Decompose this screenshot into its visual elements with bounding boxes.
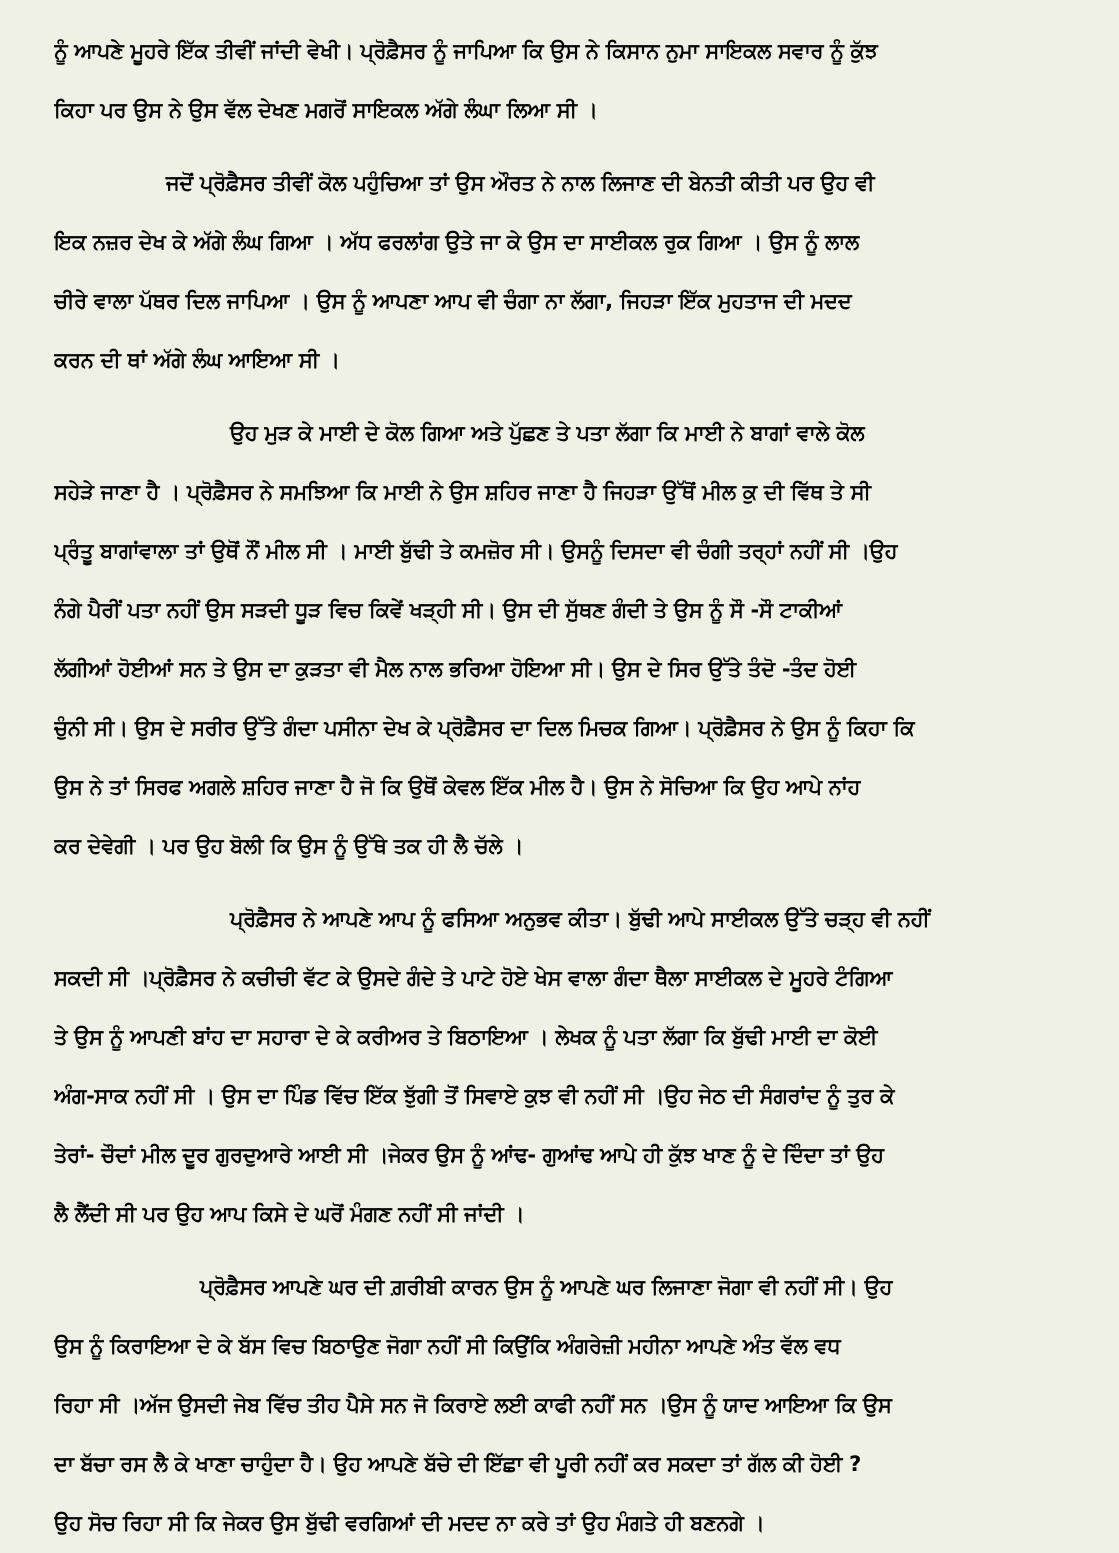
text-line: ਜਦੋਂ ਪ੍ਰੋਫ਼ੈਸਰ ਤੀਵੀਂ ਕੋਲ ਪਹੁੰਚਿਆ ਤਾਂ ਉਸ ਔਰਤ ਨੇ ਨਾਲ ਲਿਜਾਣ ਦੀ ਬੇਨਤੀ ਕੀਤੀ ਪਰ ਉਹ ਵੀ bbox=[166, 171, 875, 195]
text-line: ਉਸ ਨੂੰ ਕਿਰਾਇਆ ਦੇ ਕੇ ਬੱਸ ਵਿਚ ਬਿਠਾਉਣ ਜੋਗਾ ਨਹੀਂ ਸੀ ਕਿਉਂਕਿ ਅੰਗਰੇਜ਼ੀ ਮਹੀਨਾ ਆਪਣੇ ਅੰਤ ਵੱਲ ਵਧ bbox=[54, 1334, 841, 1358]
text-line: ਨੰਗੇ ਪੈਰੀਂ ਪਤਾ ਨਹੀਂ ਉਸ ਸੜਦੀ ਧੂੜ ਵਿਚ ਕਿਵੇਂ ਖੜ੍ਹੀ ਸੀ। ਉਸ ਦੀ ਸੁੱਥਣ ਗੰਦੀ ਤੇ ਉਸ ਨੂੰ ਸੌ -ਸੌ ਟਾਕੀਆਂ bbox=[54, 598, 842, 622]
text-line: ਰਿਹਾ ਸੀ ।ਅੱਜ ਉਸਦੀ ਜੇਬ ਵਿੱਚ ਤੀਹ ਪੈਸੇ ਸਨ ਜੋ ਕਿਰਾਏ ਲਈ ਕਾਫੀ ਨਹੀਂ ਸਨ ।ਉਸ ਨੂੰ ਯਾਦ ਆਇਆ ਕਿ ਉਸ bbox=[54, 1393, 892, 1417]
text-line: ਸਕਦੀ ਸੀ ।ਪ੍ਰੋਫ਼ੈਸਰ ਨੇ ਕਚੀਚੀ ਵੱਟ ਕੇ ਉਸਦੇ ਗੰਦੇ ਤੇ ਪਾਟੇ ਹੋਏ ਖੇਸ ਵਾਲਾ ਗੰਦਾ ਥੈਲਾ ਸਾਈਕਲ ਦੇ ਮੂਹਰੇ ਟੰਗਿਆ bbox=[54, 966, 892, 990]
text-line: ਅੰਗ-ਸਾਕ ਨਹੀਂ ਸੀ । ਉਸ ਦਾ ਪਿੰਡ ਵਿੱਚ ਇੱਕ ਝੁੱਗੀ ਤੋਂ ਸਿਵਾਏ ਕੁਝ ਵੀ ਨਹੀਂ ਸੀ ।ਉਹ ਜੇਠ ਦੀ ਸੰਗਰਾਂਦ ਨੂੰ ਤੁਰ ਕੇ bbox=[54, 1084, 895, 1108]
text-line: ਇਕ ਨਜ਼ਰ ਦੇਖ ਕੇ ਅੱਗੇ ਲੰਘ ਗਿਆ । ਅੱਧ ਫਰਲਾਂਗ ਉਤੇ ਜਾ ਕੇ ਉਸ ਦਾ ਸਾਈਕਲ ਰੁਕ ਗਿਆ । ਉਸ ਨੂੰ ਲਾਲ bbox=[54, 230, 859, 254]
text-line: ਦਾ ਬੱਚਾ ਰਸ ਲੈ ਕੇ ਖਾਣਾ ਚਾਹੁੰਦਾ ਹੈ। ਉਹ ਆਪਣੇ ਬੱਚੇ ਦੀ ਇੱਛਾ ਵੀ ਪੂਰੀ ਨਹੀਂ ਕਰ ਸਕਦਾ ਤਾਂ ਗੱਲ ਕੀ ਹੋਈ ? bbox=[54, 1452, 861, 1476]
paragraph-5 bbox=[54, 1258, 1059, 1553]
text-line: ਸਹੇੜੇ ਜਾਣਾ ਹੈ । ਪ੍ਰੋਫ਼ੈਸਰ ਨੇ ਸਮਝਿਆ ਕਿ ਮਾਈ ਨੇ ਉਸ ਸ਼ਹਿਰ ਜਾਣਾ ਹੈ ਜਿਹੜਾ ਉੱਥੋਂ ਮੀਲ ਕੁ ਦੀ ਵਿੱਥ ਤੇ ਸੀ bbox=[54, 480, 871, 504]
text-line: ਪ੍ਰੋਫ਼ੈਸਰ ਆਪਣੇ ਘਰ ਦੀ ਗ਼ਰੀਬੀ ਕਾਰਨ ਉਸ ਨੂੰ ਆਪਣੇ ਘਰ ਲਿਜਾਣਾ ਜੋਗਾ ਵੀ ਨਹੀਂ ਸੀ। ਉਹ bbox=[200, 1275, 893, 1299]
text-line: ਪ੍ਰੰਤੂ ਬਾਗਾਂਵਾਲਾ ਤਾਂ ਉਥੋਂ ਨੌਂ ਮੀਲ ਸੀ । ਮਾਈ ਬੁੱਢੀ ਤੇ ਕਮਜ਼ੋਰ ਸੀ। ਉਸਨੂੰ ਦਿਸਦਾ ਵੀ ਚੰਗੀ ਤਰ੍ਹਾਂ ਨਹੀਂ ਸੀ ।ਉਹ bbox=[54, 539, 898, 563]
text-line: ਤੇਰਾਂ- ਚੌਦਾਂ ਮੀਲ ਦੂਰ ਗੁਰਦੁਆਰੇ ਆਈ ਸੀ ।ਜੇਕਰ ਉਸ ਨੂੰ ਆਂਢ- ਗੁਆਂਢ ਆਪੇ ਹੀ ਕੁੱਝ ਖਾਣ ਨੂੰ ਦੇ ਦਿੰਦਾ ਤਾਂ ਉਹ bbox=[54, 1143, 884, 1167]
paragraph-2 bbox=[54, 154, 1059, 390]
paragraph-1 bbox=[54, 22, 1059, 140]
paragraph-4 bbox=[54, 890, 1059, 1244]
paragraph-3 bbox=[54, 404, 1059, 876]
text-line: ਚੀਰੇ ਵਾਲਾ ਪੱਥਰ ਦਿਲ ਜਾਪਿਆ । ਉਸ ਨੂੰ ਆਪਣਾ ਆਪ ਵੀ ਚੰਗਾ ਨਾ ਲੱਗਾ, ਜਿਹੜਾ ਇੱਕ ਮੁਹਤਾਜ ਦੀ ਮਦਦ bbox=[54, 289, 852, 313]
text-line: ਉਸ ਨੇ ਤਾਂ ਸਿਰਫ ਅਗਲੇ ਸ਼ਹਿਰ ਜਾਣਾ ਹੈ ਜੋ ਕਿ ਉਥੋਂ ਕੇਵਲ ਇੱਕ ਮੀਲ ਹੈ। ਉਸ ਨੇ ਸੋਚਿਆ ਕਿ ਉਹ ਆਪੇ ਨਾਂਹ bbox=[54, 775, 861, 799]
text-line: ਲੱਗੀਆਂ ਹੋਈਆਂ ਸਨ ਤੇ ਉਸ ਦਾ ਕੁੜਤਾ ਵੀ ਮੈਲ ਨਾਲ ਭਰਿਆ ਹੋਇਆ ਸੀ। ਉਸ ਦੇ ਸਿਰ ਉੱਤੇ ਤੰਦੋ -ਤੰਦ ਹੋਈ bbox=[54, 657, 856, 681]
text-line: ਤੇ ਉਸ ਨੂੰ ਆਪਣੀ ਬਾਂਹ ਦਾ ਸਹਾਰਾ ਦੇ ਕੇ ਕਰੀਅਰ ਤੇ ਬਿਠਾਇਆ । ਲੇਖਕ ਨੂੰ ਪਤਾ ਲੱਗਾ ਕਿ ਬੁੱਢੀ ਮਾਈ ਦਾ ਕੋਈ bbox=[54, 1025, 878, 1049]
text-line: ਨੂੰ ਆਪਣੇ ਮੂਹਰੇ ਇੱਕ ਤੀਵੀਂ ਜਾਂਦੀ ਵੇਖੀ। ਪ੍ਰੋਫ਼ੈਸਰ ਨੂੰ ਜਾਪਿਆ ਕਿ ਉਸ ਨੇ ਕਿਸਾਨ ਨੁਮਾ ਸਾਇਕਲ ਸਵਾਰ ਨੂੰ ਕੁੱਝ bbox=[54, 39, 878, 63]
text-line: ਉਹ ਸੋਚ ਰਿਹਾ ਸੀ ਕਿ ਜੇਕਰ ਉਸ ਬੁੱਢੀ ਵਰਗਿਆਂ ਦੀ ਮਦਦ ਨਾ ਕਰੇ ਤਾਂ ਉਹ ਮੰਗਤੇ ਹੀ ਬਣਨਗੇ । bbox=[54, 1511, 765, 1535]
text-line: ਲੈ ਲੈਂਦੀ ਸੀ ਪਰ ਉਹ ਆਪ ਕਿਸੇ ਦੇ ਘਰੋਂ ਮੰਗਣ ਨਹੀਂ ਸੀ ਜਾਂਦੀ । bbox=[54, 1202, 525, 1226]
text-line: ਕਰ ਦੇਵੇਗੀ । ਪਰ ਉਹ ਬੋਲੀ ਕਿ ਉਸ ਨੂੰ ਉੱਥੇ ਤਕ ਹੀ ਲੈ ਚੱਲੇ । bbox=[54, 834, 524, 858]
text-line: ਪ੍ਰੋਫ਼ੈਸਰ ਨੇ ਆਪਣੇ ਆਪ ਨੂੰ ਫਸਿਆ ਅਨੁਭਵ ਕੀਤਾ। ਬੁੱਢੀ ਆਪੇ ਸਾਈਕਲ ਉੱਤੇ ਚੜ੍ਹ ਵੀ ਨਹੀਂ bbox=[230, 907, 930, 931]
text-line: ਉਹ ਮੁੜ ਕੇ ਮਾਈ ਦੇ ਕੋਲ ਗਿਆ ਅਤੇ ਪੁੱਛਣ ਤੇ ਪਤਾ ਲੱਗਾ ਕਿ ਮਾਈ ਨੇ ਬਾਗਾਂ ਵਾਲੇ ਕੋਲ bbox=[230, 421, 865, 445]
text-line: ਕਰਨ ਦੀ ਥਾਂ ਅੱਗੇ ਲੰਘ ਆਇਆ ਸੀ । bbox=[54, 348, 340, 372]
text-line: ਕਿਹਾ ਪਰ ਉਸ ਨੇ ਉਸ ਵੱਲ ਦੇਖਣ ਮਗਰੋਂ ਸਾਇਕਲ ਅੱਗੇ ਲੰਘਾ ਲਿਆ ਸੀ । bbox=[54, 98, 598, 122]
text-line: ਚੁੰਨੀ ਸੀ। ਉਸ ਦੇ ਸਰੀਰ ਉੱਤੇ ਗੰਦਾ ਪਸੀਨਾ ਦੇਖ ਕੇ ਪ੍ਰੋਫ਼ੈਸਰ ਦਾ ਦਿਲ ਮਿਚਕ ਗਿਆ। ਪ੍ਰੋਫ਼ੈਸਰ ਨੇ ਉਸ ਨੂੰ ਕਿਹਾ ਕਿ bbox=[54, 716, 915, 740]
